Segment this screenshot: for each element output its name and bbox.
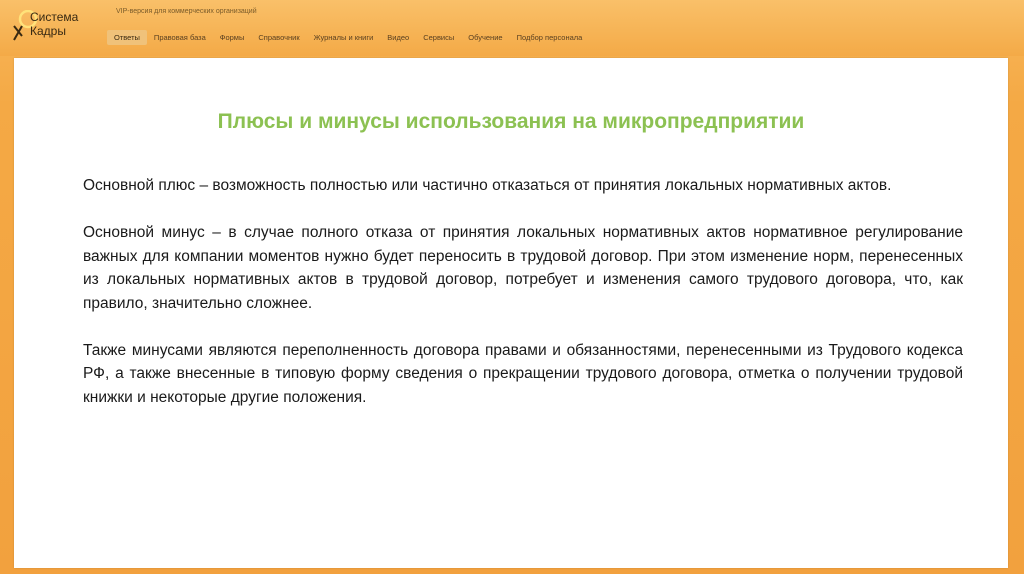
- paragraph-minus: Основной минус – в случае полного отказа от принятия локальных нормативных актов нормативное регулирование важных для компании моментов нужно будет переносить в трудовой договор. При этом изменение норм, перенесенных из локальных нормативных актов в трудовой договор, потребует и изменения самого трудового договора, что, как правило, значительно сложнее.: [83, 224, 963, 312]
- logo-line-1: Система: [30, 10, 79, 24]
- vip-caption: VIP-версия для коммерческих организаций: [116, 8, 257, 15]
- slide-title: Плюсы и минусы использования на микропредприятии: [217, 110, 805, 133]
- paragraph-other-minuses: Также минусами являются переполненность договора правами и обязанностями, перенесенными из Трудового кодекса РФ, а также внесенные в типовую форму сведения о прекращении трудового договора, отметка о получении трудовой книжки и некоторые другие положения.: [83, 341, 963, 406]
- nav-item-reference[interactable]: Справочник: [258, 32, 300, 42]
- nav-item-journals[interactable]: Журналы и книги: [313, 32, 374, 42]
- nav-item-services[interactable]: Сервисы: [423, 32, 455, 42]
- nav-item-forms[interactable]: Формы: [219, 32, 245, 42]
- nav-item-recruitment[interactable]: Подбор персонала: [516, 32, 583, 42]
- nav-item-legal-base[interactable]: Правовая база: [153, 32, 206, 42]
- nav-item-video[interactable]: Видео: [387, 32, 410, 42]
- nav-item-training[interactable]: Обучение: [468, 32, 503, 42]
- logo-text: [30, 10, 110, 38]
- main-nav: [107, 28, 589, 46]
- logo[interactable]: [8, 6, 118, 46]
- slide-content: [14, 58, 1008, 568]
- paragraph-plus: Основной плюс – возможность полностью или частично отказаться от принятия локальных нормативных актов.: [83, 177, 892, 194]
- header-bar: [0, 0, 1024, 56]
- logo-line-2: Кадры: [30, 24, 66, 38]
- slide-body: [83, 174, 963, 409]
- nav-item-answers[interactable]: Ответы: [107, 30, 147, 45]
